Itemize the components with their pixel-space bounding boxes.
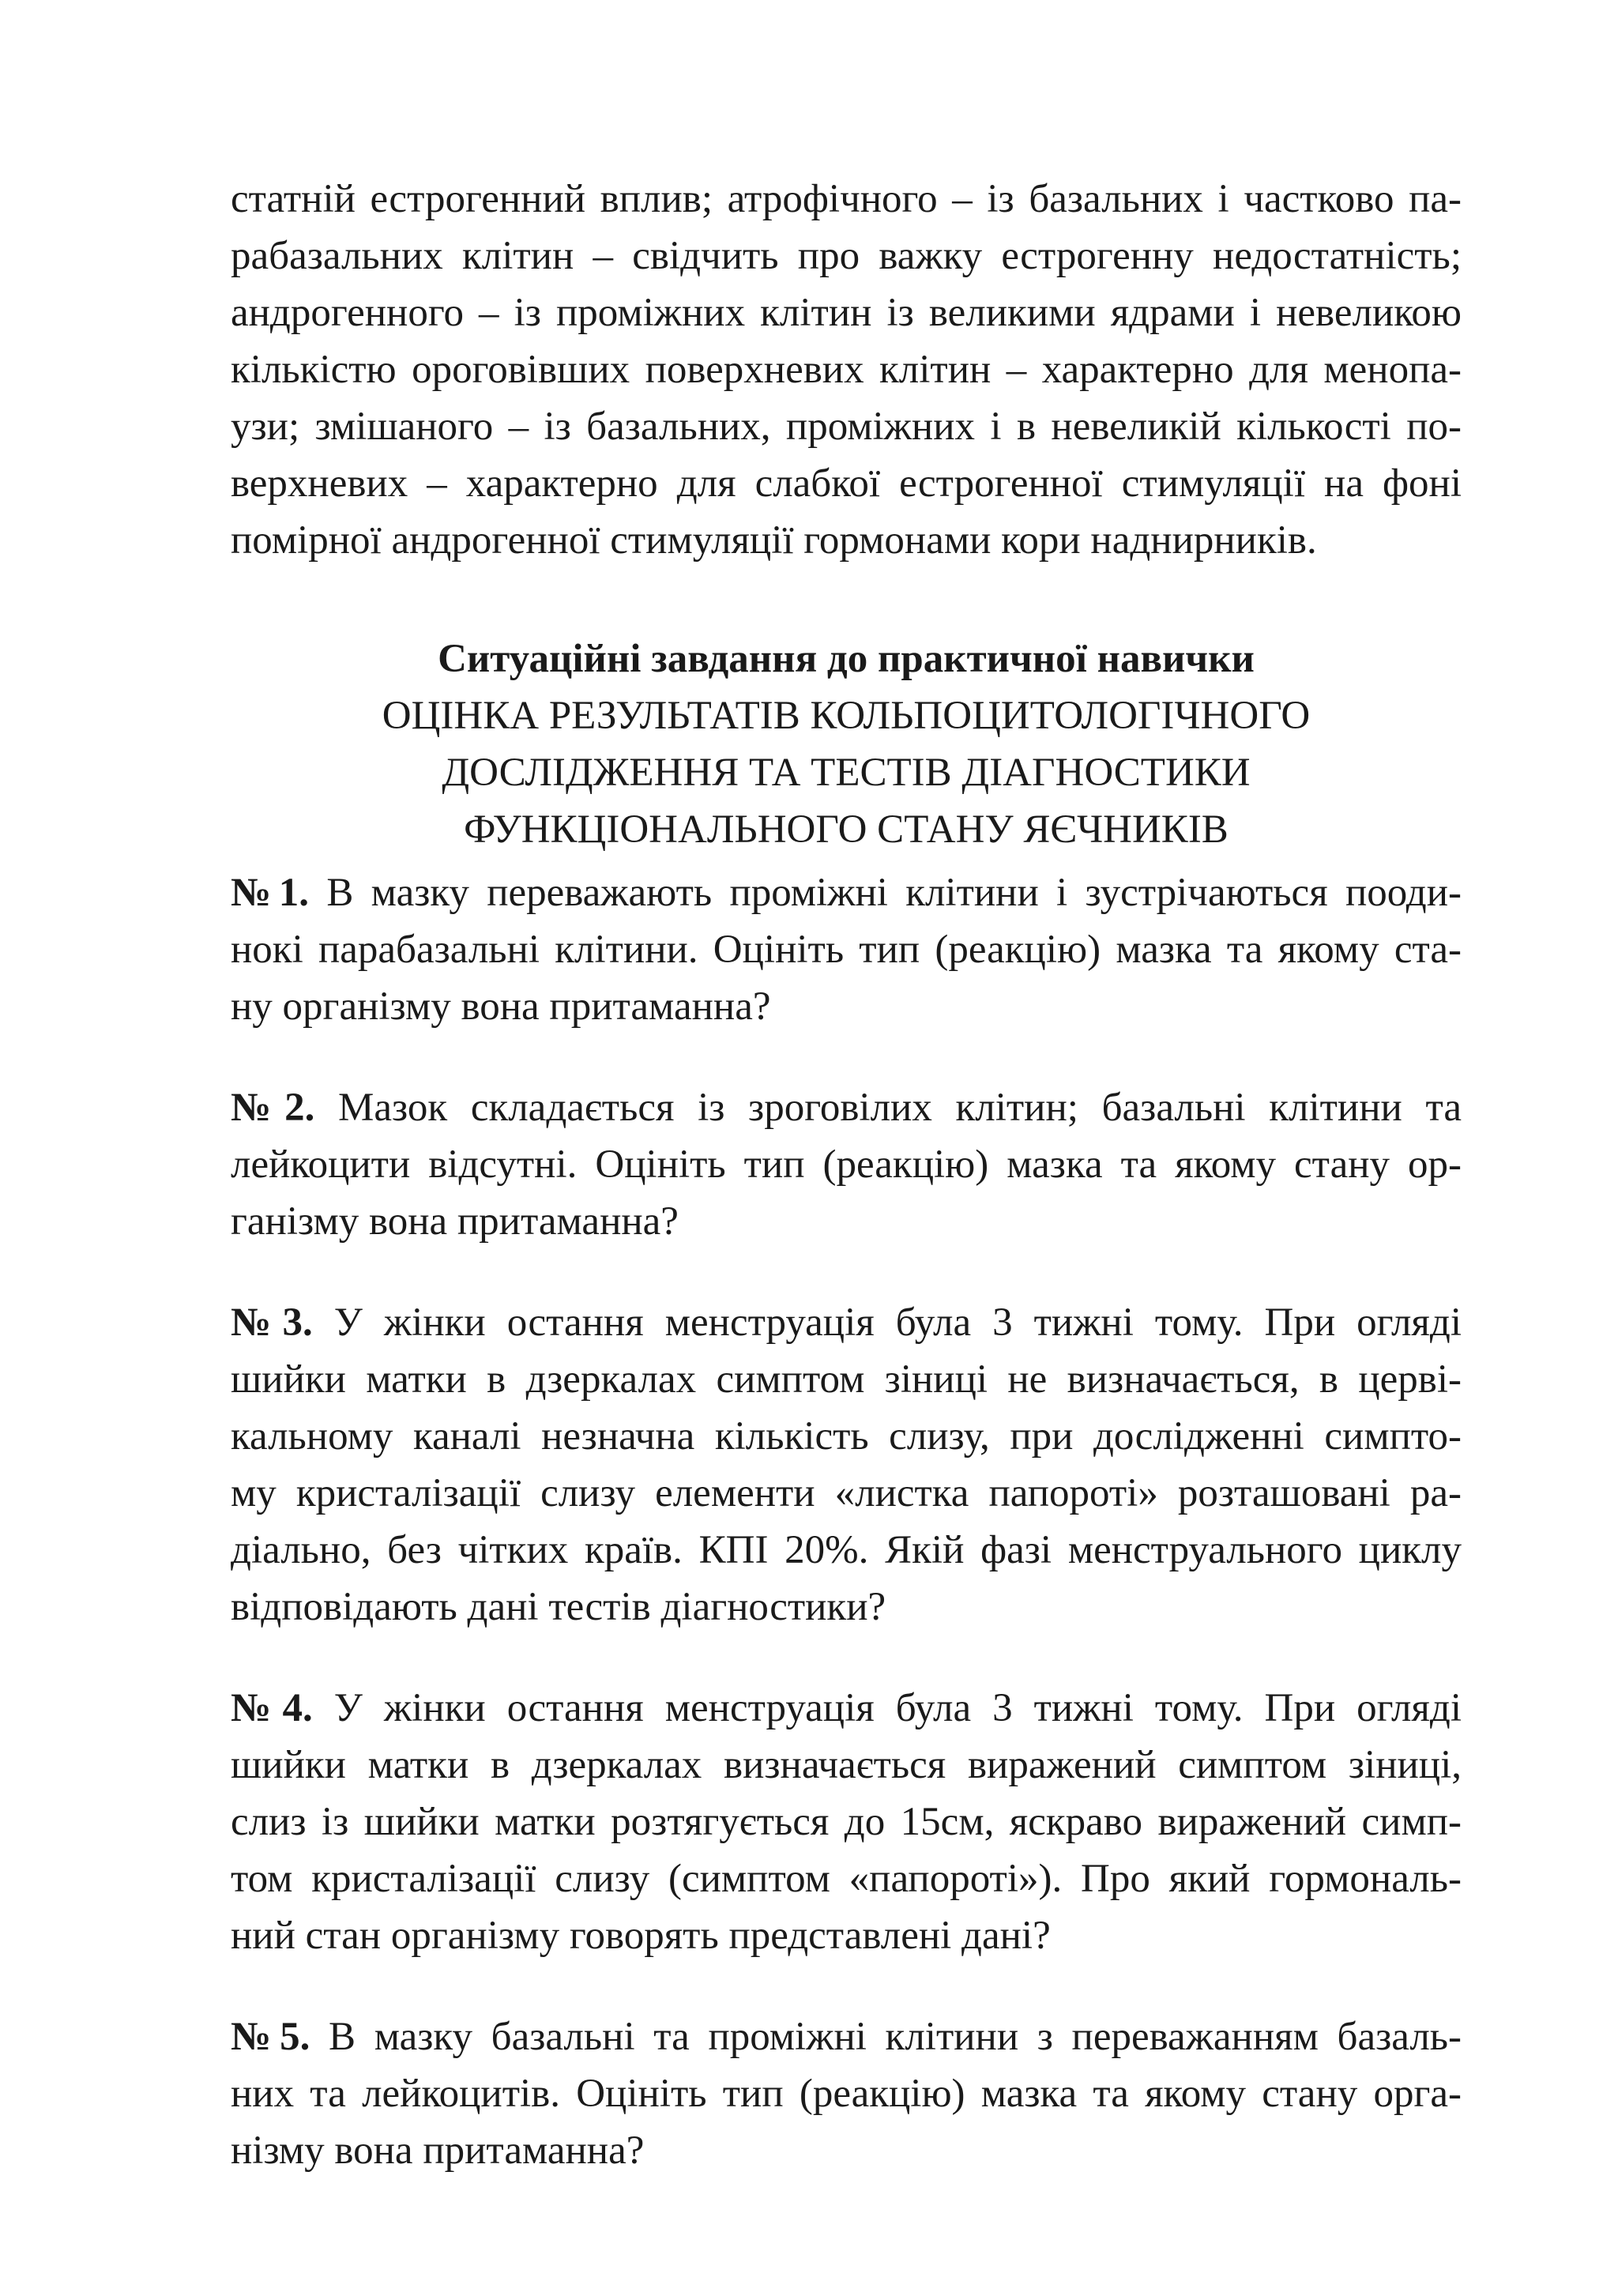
- intro-paragraph: [231, 171, 1462, 569]
- task-line: кальному каналі незначна кількість слизу, при дослідженні симпто-: [231, 1414, 1462, 1459]
- task-item: [231, 1294, 1462, 1635]
- task-line: шийки матки в дзеркалах симптом зіниці не визначається, в церві-: [231, 1357, 1462, 1402]
- task-number: №5.: [231, 2015, 310, 2059]
- intro-line: статній естрогенний вплив; атрофічного – із базальних і частково па-: [231, 177, 1462, 221]
- task-item: [231, 864, 1462, 1035]
- intro-line: рабазальних клітин – свідчить про важку естрогенну недостатність;: [231, 234, 1462, 278]
- task-first-line: [231, 864, 1462, 921]
- task-first-line: [231, 1294, 1462, 1351]
- task-text: Мазок складається із зроговілих клітин; базальні клітини та: [314, 1086, 1462, 1130]
- task-line: нокі парабазальні клітини. Оцініть тип (реакцію) мазка та якому ста-: [231, 928, 1462, 972]
- intro-line: андрогенного – із проміжних клітин із великими ядрами і невеликою: [231, 291, 1462, 335]
- task-item: [231, 1680, 1462, 1964]
- task-number: №4.: [231, 1686, 313, 1730]
- task-line: нізму вона притаманна?: [231, 2129, 645, 2173]
- task-first-line: [231, 1680, 1462, 1737]
- task-number: №1.: [231, 871, 310, 915]
- task-line: слиз із шийки матки розтягується до 15см, яскраво виражений симп-: [231, 1800, 1462, 1844]
- heading-subtitle-line: ДОСЛІДЖЕННЯ ТА ТЕСТІВ ДІАГНОСТИКИ: [442, 751, 1251, 795]
- task-first-line: [231, 1079, 1462, 1136]
- task-line: ганізму вона притаманна?: [231, 1199, 679, 1244]
- task-line: відповідають дані тестів діагностики?: [231, 1585, 886, 1629]
- intro-line: кількістю ороговівших поверхневих клітин – характерно для менопа-: [231, 348, 1462, 392]
- heading-subtitle-line: ФУНКЦІОНАЛЬНОГО СТАНУ ЯЄЧНИКІВ: [464, 807, 1229, 852]
- task-text: У жінки остання менструація була 3 тижні тому. При огляді: [312, 1300, 1462, 1345]
- task-number: №3.: [231, 1300, 313, 1345]
- task-line: лейкоцити відсутні. Оцініть тип (реакцію) мазка та якому стану ор-: [231, 1142, 1462, 1187]
- intro-line: помірної андрогенної стимуляції гормонами кори наднирників.: [231, 518, 1317, 563]
- task-line: діально, без чітких країв. КПІ 20%. Якій фазі менструального циклу: [231, 1528, 1462, 1572]
- task-line: ну організму вона притаманна?: [231, 984, 771, 1029]
- task-line: них та лейкоцитів. Оцініть тип (реакцію) мазка та якому стану орга-: [231, 2072, 1462, 2116]
- task-line: му кристалізації слизу елементи «листка папороті» розташовані ра-: [231, 1471, 1462, 1515]
- task-first-line: [231, 2008, 1462, 2065]
- section-heading: [231, 630, 1462, 858]
- task-number: №2.: [231, 1086, 315, 1130]
- task-line: ний стан організму говорять представлені дані?: [231, 1914, 1051, 1958]
- task-item: [231, 1079, 1462, 1250]
- heading-subtitle-line: ОЦІНКА РЕЗУЛЬТАТІВ КОЛЬПОЦИТОЛОГІЧНОГО: [382, 694, 1311, 738]
- document-page: [231, 171, 1462, 2179]
- heading-title: Ситуаційні завдання до практичної навички: [438, 637, 1255, 681]
- task-text: В мазку базальні та проміжні клітини з переважанням базаль-: [310, 2015, 1462, 2059]
- task-text: В мазку переважають проміжні клітини і зустрічаються пооди-: [309, 871, 1462, 915]
- task-line: том кристалізації слизу (симптом «папороті»). Про який гормональ-: [231, 1857, 1462, 1901]
- intro-line: узи; змішаного – із базальних, проміжних і в невеликій кількості по-: [231, 405, 1462, 449]
- task-text: У жінки остання менструація була 3 тижні тому. При огляді: [312, 1686, 1462, 1730]
- task-item: [231, 2008, 1462, 2179]
- task-line: шийки матки в дзеркалах визначається виражений симптом зіниці,: [231, 1743, 1462, 1787]
- intro-line: верхневих – характерно для слабкої естрогенної стимуляції на фоні: [231, 461, 1462, 506]
